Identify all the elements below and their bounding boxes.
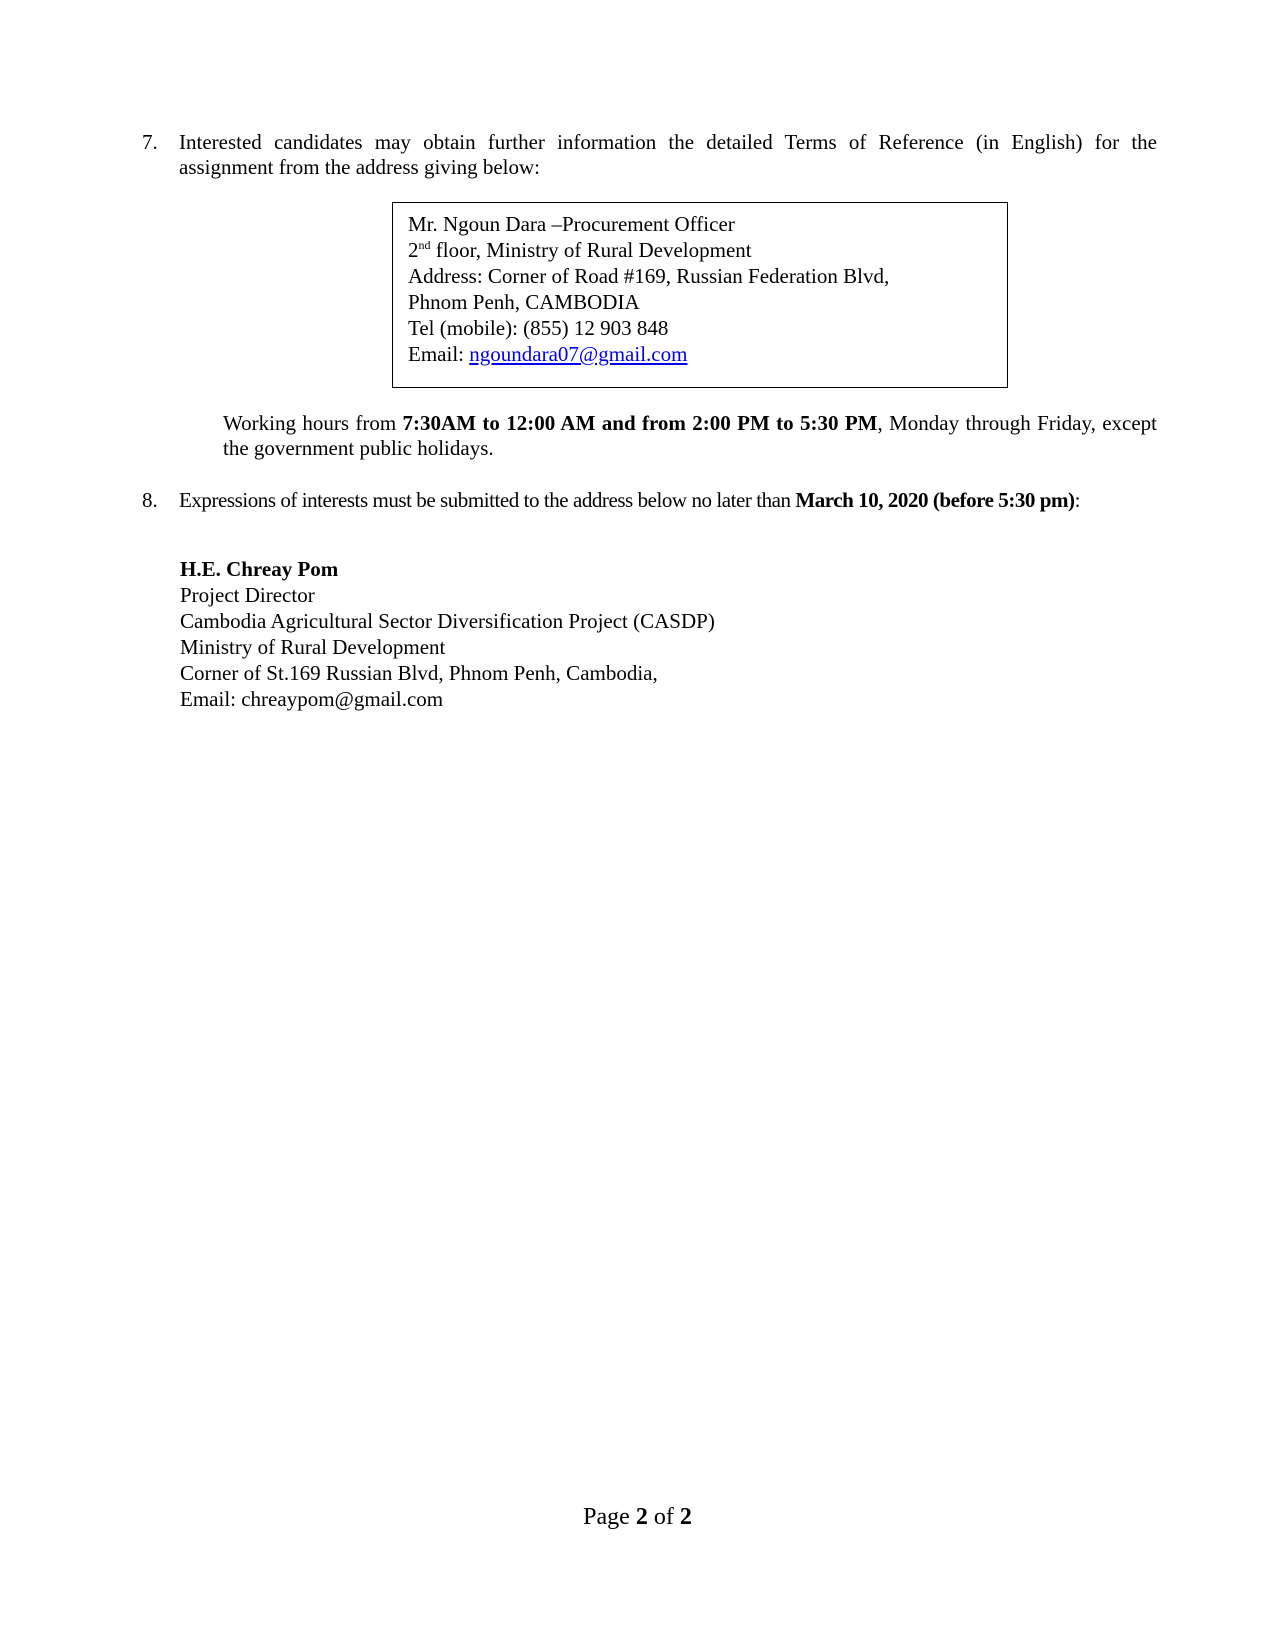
address-title: Project Director (180, 583, 315, 607)
contact-name: Mr. Ngoun Dara –Procurement Officer (408, 212, 735, 236)
contact-email-link[interactable]: ngoundara07@gmail.com (469, 342, 688, 366)
page-footer (0, 1502, 1275, 1532)
floor-rest: floor, Ministry of Rural Development (430, 238, 752, 262)
item-8-deadline: March 10, 2020 (before 5:30 pm) (795, 488, 1075, 512)
item-8-prefix: Expressions of interests must be submitted to the address below no later than (179, 488, 796, 512)
contact-address: Address: Corner of Road #169, Russian Federation Blvd, (408, 264, 890, 288)
address-name-text: H.E. Chreay Pom (180, 557, 339, 581)
contact-floor (408, 238, 1007, 264)
contact-box (392, 202, 1008, 388)
item-7-text: Interested candidates may obtain further information the detailed Terms of Reference (in English) for the assignment from the address giving below: (179, 130, 1157, 179)
address-project: Cambodia Agricultural Sector Diversification Project (CASDP) (180, 609, 715, 633)
footer-page-current: 2 (635, 1504, 648, 1530)
contact-email-label: Email: (408, 342, 470, 366)
item-8-number: 8. (142, 488, 158, 512)
hours-prefix: Working hours from (223, 411, 403, 435)
item-7-number: 7. (142, 130, 158, 154)
hours-times: 7:30AM to 12:00 AM and from 2:00 PM to 5:30 PM (402, 411, 878, 435)
address-name (180, 557, 715, 583)
contact-email-line (408, 342, 1007, 368)
address-street: Corner of St.169 Russian Blvd, Phnom Penh, Cambodia, (180, 661, 658, 685)
address-email: Email: chreaypom@gmail.com (180, 687, 444, 711)
item-8-text (179, 488, 1157, 513)
working-hours (223, 411, 1157, 461)
footer-page-total: 2 (679, 1504, 692, 1530)
hours-suffix: , Monday through Friday, except the government public holidays. (223, 411, 1157, 460)
footer-page-word: Page (583, 1504, 636, 1530)
floor-number: 2 (408, 238, 419, 262)
address-ministry: Ministry of Rural Development (180, 635, 446, 659)
submission-address (180, 557, 715, 713)
item-8-suffix: : (1074, 488, 1080, 512)
footer-of-word: of (647, 1504, 680, 1530)
floor-suffix: nd (418, 238, 431, 252)
contact-phone: Tel (mobile): (855) 12 903 848 (408, 316, 669, 340)
contact-city: Phnom Penh, CAMBODIA (408, 290, 640, 314)
